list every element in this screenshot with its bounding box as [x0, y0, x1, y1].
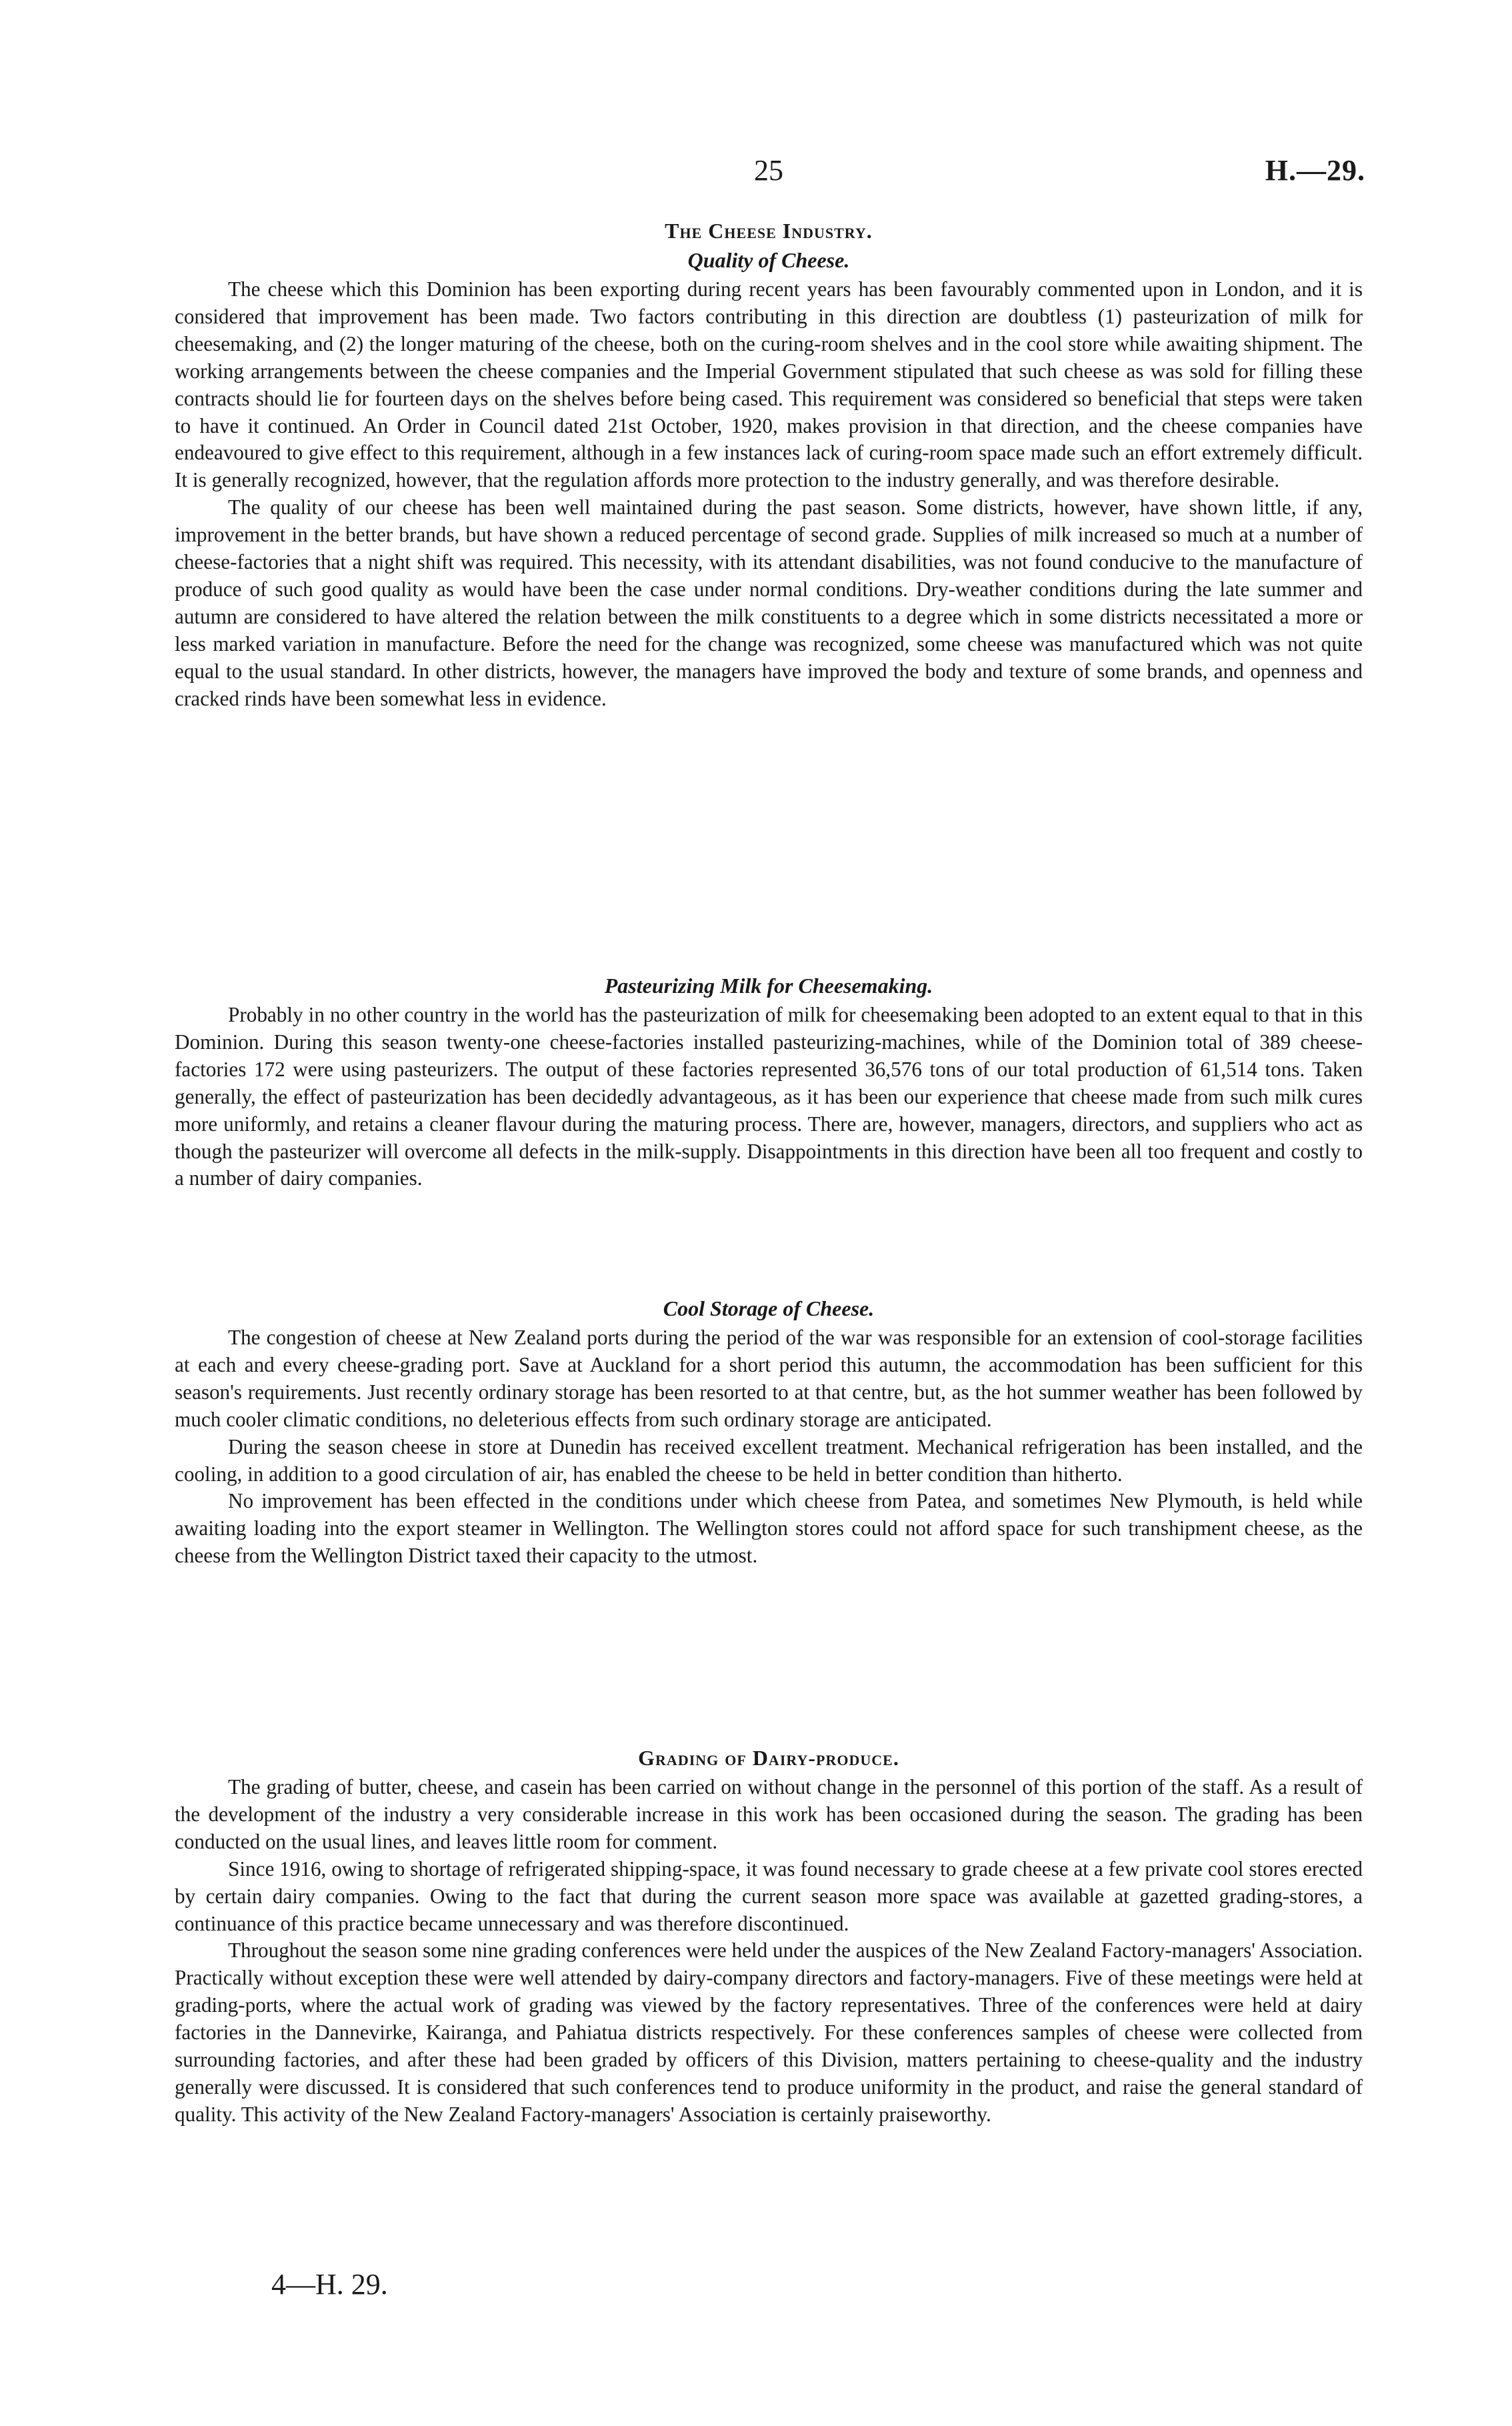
subsection-title-pasteurizing: Pasteurizing Milk for Cheesemaking. — [604, 974, 933, 998]
section-title: The Cheese Industry. — [665, 219, 873, 243]
document-reference: H.—29. — [1265, 154, 1365, 187]
section-cheese-industry — [175, 217, 1363, 713]
subsection-title-quality: Quality of Cheese. — [687, 248, 850, 272]
section-pasteurizing — [175, 972, 1363, 1192]
paragraph: Probably in no other country in the world has the pasteurization of milk for cheesemaking been adopted to an extent equal to that in this Dominion. During this season twenty-one cheese-factories installed pasteurizing-machines, while of the Dominion total of 389 cheese-factories 172 were using pasteurizers. The output of these factories represented 36,576 tons of our total production of 61,514 tons. Taken generally, the effect of pasteurization has been decidedly advantageous, as it has been our experience that cheese made from such milk cures more uniformly, and retains a cleaner flavour during the maturing process. There are, however, managers, directors, and suppliers who act as though the pasteurizer will overcome all defects in the milk-supply. Disappointments in this direction have been all too frequent and costly to a number of dairy companies. — [175, 1003, 1363, 1190]
paragraph: The grading of butter, cheese, and casein has been carried on without change in the personnel of this portion of the staff. As a result of the development of the industry a very considerable increase in this work has been occasioned during the season. The grading has been conducted on the usual lines, and leaves little room for comment. — [175, 1775, 1363, 1853]
paragraph: No improvement has been effected in the conditions under which cheese from Patea, and sometimes New Plymouth, is held while awaiting loading into the export steamer in Wellington. The Wellington stores could not afford space for such transhipment cheese, as the cheese from the Wellington District taxed their capacity to the utmost. — [175, 1489, 1363, 1568]
section-title: Grading of Dairy-produce. — [638, 1746, 899, 1770]
paragraph: The congestion of cheese at New Zealand ports during the period of the war was responsible for an extension of cool-storage facilities at each and every cheese-grading port. Save at Auckland for a short period this autumn, the accommodation has been sufficient for this season's requirements. Just recently ordinary storage has been resorted to at that centre, but, as the hot summer weather has been followed by much cooler climatic conditions, no deleterious effects from such ordinary storage are anticipated. — [175, 1326, 1363, 1431]
subsection-title-cool-storage: Cool Storage of Cheese. — [663, 1296, 875, 1320]
section-grading — [175, 1744, 1363, 2129]
paragraph: The cheese which this Dominion has been exporting during recent years has been favourably commented upon in London, and it is considered that improvement has been made. Two factors contributing in this direction are doubtless (1) pasteurization of milk for cheesemaking, and (2) the longer maturing of the cheese, both on the curing-room shelves and in the cool store while awaiting shipment. The working arrangements between the cheese companies and the Imperial Government stipulated that such cheese as was sold for filling these contracts should lie for fourteen days on the shelves before being cased. This requirement was considered so beneficial that steps were taken to have it continued. An Order in Council dated 21st October, 1920, makes provision in that direction, and the cheese companies have endeavoured to give effect to this requirement, although in a few instances lack of curing-room space made such an effort extremely difficult. It is generally recognized, however, that the regulation affords more protection to the industry generally, and was therefore desirable. — [175, 277, 1363, 492]
page-number: 25 — [754, 154, 783, 187]
paragraph: Throughout the season some nine grading conferences were held under the auspices of the New Zealand Factory-managers' Association. Practically without exception these were well attended by dairy-company directors and factory-managers. Five of these meetings were held at grading-ports, where the actual work of grading was viewed by the factory representatives. Three of the conferences were held at dairy factories in the Dannevirke, Kairanga, and Pahiatua districts respectively. For these conferences samples of cheese were collected from surrounding factories, and after these had been graded by officers of this Division, matters pertaining to cheese-quality and the industry generally were discussed. It is considered that such conferences tend to produce uniformity in the product, and raise the general standard of quality. This activity of the New Zealand Factory-managers' Association is certainly praiseworthy. — [175, 1939, 1363, 2126]
paragraph: Since 1916, owing to shortage of refrigerated shipping-space, it was found necessary to grade cheese at a few private cool stores erected by certain dairy companies. Owing to the fact that during the current season more space was available at gazetted grading-stores, a continuance of this practice became unnecessary and was therefore discontinued. — [175, 1857, 1363, 1935]
document-page — [175, 0, 1363, 2426]
section-cool-storage — [175, 1295, 1363, 1570]
paragraph: The quality of our cheese has been well maintained during the past season. Some districts, however, have shown little, if any, improvement in the better brands, but have shown a reduced percentage of second grade. Supplies of milk increased so much at a number of cheese-factories that a night shift was required. This necessity, with its attendant disabilities, was not found conducive to the manufacture of produce of such good quality as would have been the case under normal conditions. Dry-weather conditions during the late summer and autumn are considered to have altered the relation between the milk constituents to a degree which in some districts necessitated a more or less marked variation in manufacture. Before the need for the change was recognized, some cheese was manufactured which was not quite equal to the usual standard. In other districts, however, the managers have improved the body and texture of some brands, and openness and cracked rinds have been somewhat less in evidence. — [175, 495, 1363, 710]
sheet-signature: 4—H. 29. — [271, 2268, 388, 2301]
paragraph: During the season cheese in store at Dunedin has received excellent treatment. Mechanical refrigeration has been installed, and the cooling, in addition to a good circulation of air, has enabled the cheese to be held in better condition than hitherto. — [175, 1434, 1363, 1486]
